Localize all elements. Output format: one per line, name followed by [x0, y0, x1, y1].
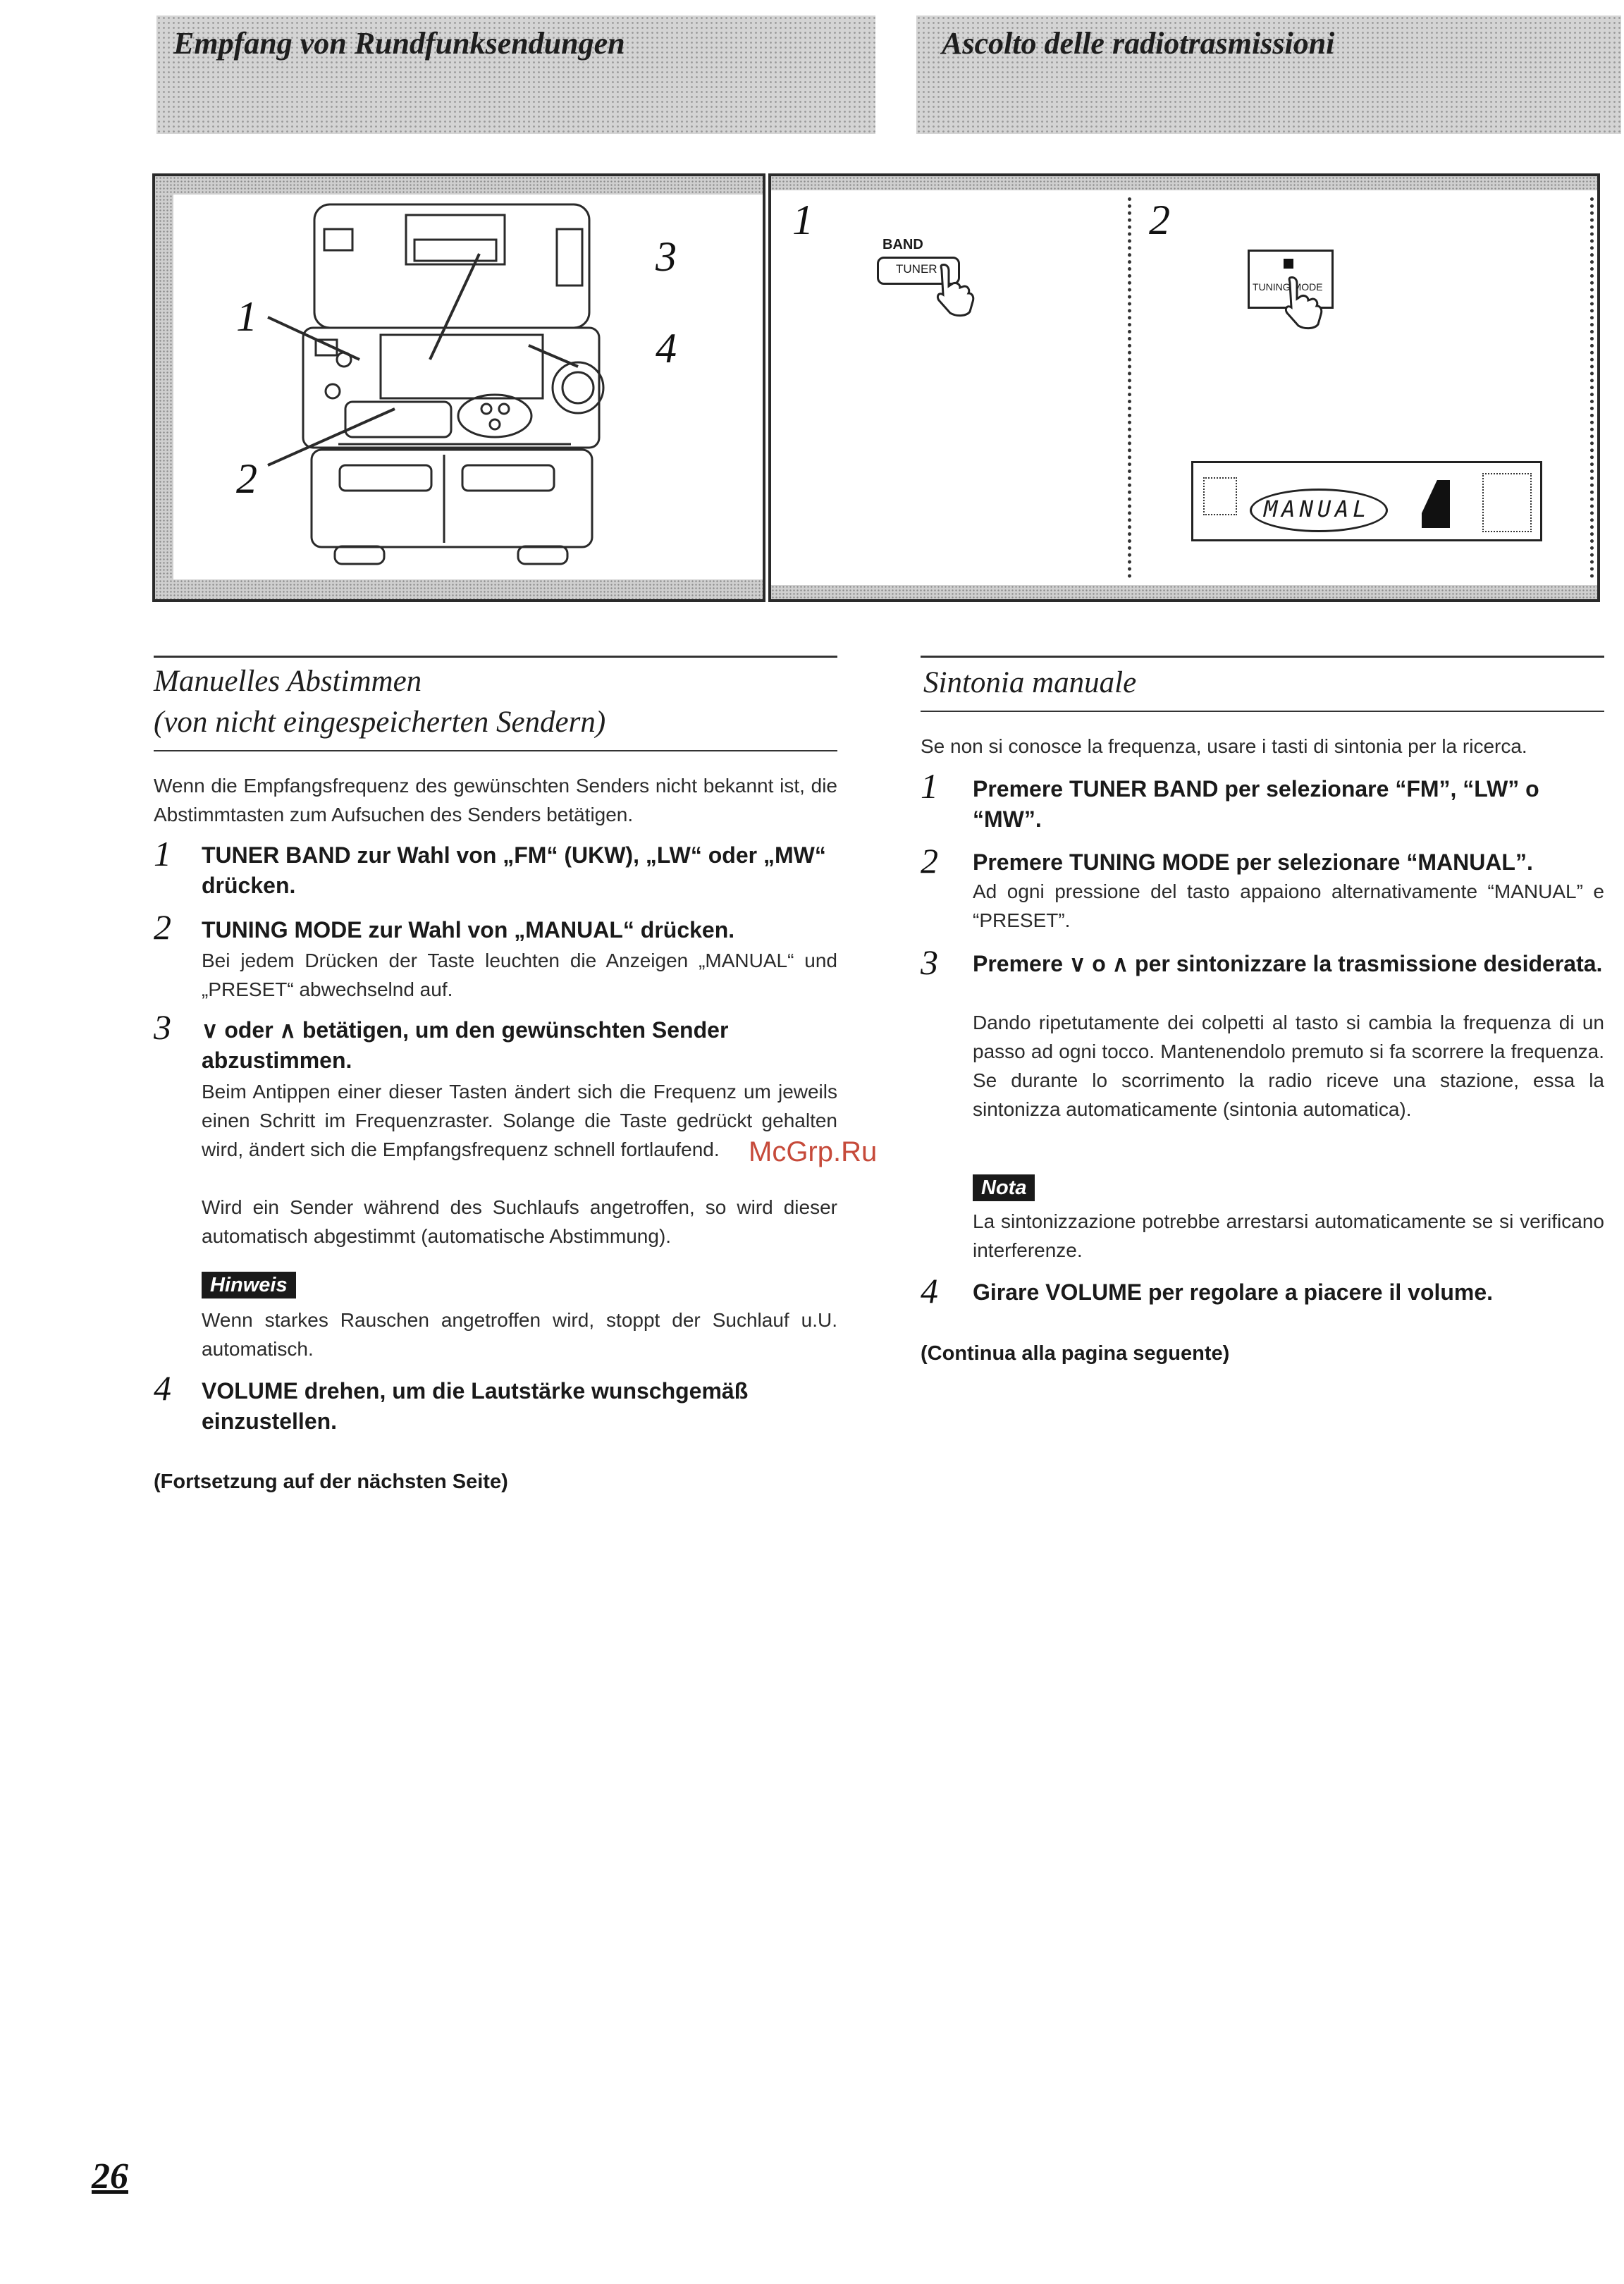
german-step-1-head: TUNER BAND zur Wahl von „FM“ (UKW), „LW“ oder „MW“ drücken.	[202, 842, 826, 898]
german-step-4-number: 4	[154, 1368, 171, 1408]
panel-step-1-number: 1	[792, 197, 813, 243]
band-label: BAND	[882, 237, 923, 252]
lcd-manual-text: MANUAL	[1260, 496, 1374, 522]
german-step-3-body: Beim Antippen einer dieser Tasten ändert sich die Frequenz um jeweils einen Schritt im Frequenzraster. Solange die Taste gedrückt gehalten wird, ändert sich die Empfangsfrequenz schnell fortlaufend.	[202, 1081, 837, 1160]
callout-3: 3	[656, 233, 677, 280]
callout-4: 4	[656, 325, 677, 372]
italian-step-1-number: 1	[921, 766, 938, 806]
panel-divider	[1128, 197, 1131, 578]
german-title-rule-bottom	[154, 750, 837, 751]
italian-note-badge: Nota	[973, 1174, 1035, 1201]
header-title-right: Ascolto delle radiotrasmissioni	[942, 26, 1335, 61]
italian-step-3-body: Dando ripetutamente dei colpetti al tasto si cambia la frequenza di un passo ad ogni tocco. Mantenendolo premuto si fa scorrere la frequenza. Se durante lo scorrimento la radio riceve una stazione, essa la sintonizza automaticamente (sintonia automatica).	[973, 1012, 1604, 1120]
german-step-2-body: Bei jedem Drücken der Taste leuchten die Anzeigen „MANUAL“ und „PRESET“ abwechselnd auf.	[202, 950, 837, 1000]
italian-note-text: La sintonizzazione potrebbe arrestarsi automaticamente se si verificano interferenze.	[973, 1210, 1604, 1261]
german-section-title-line1: Manuelles Abstimmen	[154, 665, 422, 698]
page-number: 26	[92, 2156, 128, 2197]
german-step-3-number: 3	[154, 1007, 171, 1047]
tuner-button-label: TUNER	[896, 262, 937, 276]
italian-step-2-head: Premere TUNING MODE per selezionare “MANUAL”.	[973, 849, 1533, 875]
italian-continued: (Continua alla pagina seguente)	[921, 1342, 1230, 1365]
tuning-mode-label: TUNING MODE	[1253, 281, 1323, 293]
german-intro: Wenn die Empfangsfrequenz des gewünschten Senders nicht bekannt ist, die Abstimmtasten zum Aufsuchen des Senders betätigen.	[154, 775, 837, 825]
lcd-level-meter	[1422, 480, 1450, 528]
italian-step-3-number: 3	[921, 943, 938, 982]
german-step-4-head: VOLUME drehen, um die Lautstärke wunschgemäß einzustellen.	[202, 1378, 749, 1434]
german-note-text: Wenn starkes Rauschen angetroffen wird, stoppt der Suchlauf u.U. automatisch.	[202, 1309, 837, 1360]
header-title-left: Empfang von Rundfunksendungen	[173, 26, 625, 61]
german-step-2-number: 2	[154, 907, 171, 947]
italian-intro: Se non si conosce la frequenza, usare i tasti di sintonia per la ricerca.	[921, 735, 1527, 757]
pointing-hand-icon	[932, 262, 981, 319]
tuning-mode-indicator	[1284, 259, 1293, 269]
italian-section-title: Sintonia manuale	[923, 666, 1137, 699]
callout-1: 1	[236, 293, 257, 340]
italian-step-2-body: Ad ogni pressione del tasto appaiono alternativamente “MANUAL” e “PRESET”.	[973, 880, 1604, 931]
panel-right-edge	[1590, 197, 1594, 578]
header-bar-right	[916, 16, 1621, 134]
german-step-1-number: 1	[154, 834, 171, 873]
italian-step-1-head: Premere TUNER BAND per selezionare “FM”, “LW” o “MW”.	[973, 776, 1539, 832]
german-note-badge: Hinweis	[202, 1272, 296, 1298]
german-title-rule-top	[154, 656, 837, 658]
german-step-2-head: TUNING MODE zur Wahl von „MANUAL“ drücken.	[202, 917, 735, 943]
watermark: McGrp.Ru	[749, 1136, 878, 1167]
header-bar-left	[156, 16, 875, 134]
lcd-side-icons	[1482, 473, 1532, 532]
italian-step-4-head: Girare VOLUME per regolare a piacere il volume.	[973, 1279, 1494, 1305]
lcd-grid-icon	[1203, 477, 1237, 515]
panel-step-2-number: 2	[1149, 197, 1170, 243]
german-step-3-head: ∨ oder ∧ betätigen, um den gewünschten Sender abzustimmen.	[202, 1017, 729, 1073]
figure-panel-stereo	[152, 173, 765, 602]
italian-step-3-head: Premere ∨ o ∧ per sintonizzare la trasmissione desiderata.	[973, 951, 1603, 976]
italian-step-2-number: 2	[921, 841, 938, 880]
italian-step-4-number: 4	[921, 1271, 938, 1310]
italian-title-rule-bottom	[921, 711, 1604, 712]
lcd-display	[1191, 461, 1542, 541]
figure-panel-steps	[768, 173, 1600, 602]
pointing-hand-icon-2	[1280, 275, 1329, 331]
german-continued: (Fortsetzung auf der nächsten Seite)	[154, 1471, 508, 1493]
italian-title-rule-top	[921, 656, 1604, 658]
callout-2: 2	[236, 455, 257, 502]
german-step-3-body-2: Wird ein Sender während des Suchlaufs angetroffen, so wird dieser automatisch abgestimmt (automatische Abstimmung).	[202, 1196, 837, 1247]
german-section-title-line2: (von nicht eingespeicherten Sendern)	[154, 706, 606, 739]
